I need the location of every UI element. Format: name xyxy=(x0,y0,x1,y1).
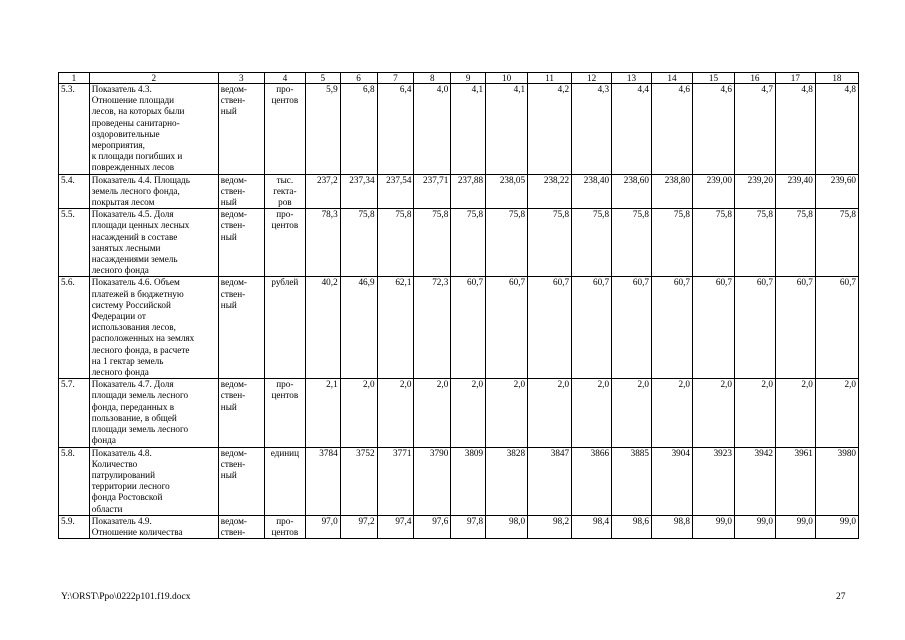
column-number: 16 xyxy=(734,73,775,84)
data-source xyxy=(218,447,264,515)
unit-line: центов xyxy=(271,526,299,537)
column-number: 11 xyxy=(528,73,572,84)
indicators-table xyxy=(58,72,859,539)
unit-line: центов xyxy=(271,390,299,401)
value-cell: 75,8 xyxy=(815,209,858,277)
indicator-name-line: фонда, переданных в xyxy=(91,401,175,412)
column-number: 8 xyxy=(414,73,451,84)
value-cell: 60,7 xyxy=(528,277,572,379)
value-cell: 2,0 xyxy=(612,379,652,447)
value-cell: 2,0 xyxy=(775,379,815,447)
value-cell: 3847 xyxy=(528,447,572,515)
data-source-line: ведом- xyxy=(220,277,247,288)
value-cell: 99,0 xyxy=(692,515,734,538)
value-cell: 3752 xyxy=(340,447,377,515)
value-cell: 75,8 xyxy=(414,209,451,277)
row-index: 5.8. xyxy=(59,447,90,515)
column-number: 1 xyxy=(59,73,90,84)
indicator-name-line: расположенных на землях xyxy=(91,333,195,344)
value-cell: 2,0 xyxy=(486,379,528,447)
value-cell: 60,7 xyxy=(815,277,858,379)
value-cell: 75,8 xyxy=(340,209,377,277)
unit-line: про- xyxy=(276,84,294,94)
value-cell: 238,40 xyxy=(572,174,612,209)
column-number: 14 xyxy=(651,73,692,84)
value-cell: 98,8 xyxy=(651,515,692,538)
data-source-line: ведом- xyxy=(220,174,247,185)
value-cell: 99,0 xyxy=(815,515,858,538)
indicator-name-line: Показатель 4.6. Объем xyxy=(91,277,180,288)
value-cell: 2,0 xyxy=(692,379,734,447)
value-cell: 4,2 xyxy=(528,84,572,175)
unit-of-measure xyxy=(264,515,305,538)
value-cell: 3904 xyxy=(651,447,692,515)
data-source-line: ствен- xyxy=(220,185,246,196)
column-number: 17 xyxy=(775,73,815,84)
value-cell: 98,0 xyxy=(486,515,528,538)
value-cell: 4,8 xyxy=(775,84,815,175)
data-source-line: ведом- xyxy=(220,379,247,390)
column-number: 9 xyxy=(451,73,486,84)
table-row xyxy=(59,174,859,209)
unit-line: ров xyxy=(278,197,292,208)
value-cell: 75,8 xyxy=(612,209,652,277)
data-source xyxy=(218,515,264,538)
indicator-name-line: насаждений в составе xyxy=(91,231,178,242)
unit-line: тыс. xyxy=(276,174,294,185)
value-cell: 2,0 xyxy=(377,379,414,447)
indicator-name-line: использования лесов, xyxy=(91,322,176,333)
value-cell: 97,0 xyxy=(305,515,340,538)
indicator-name-line: покрытая лесом xyxy=(91,197,155,208)
indicator-name-line: к площади погибших и xyxy=(91,151,183,162)
indicator-name-line: занятых лесными xyxy=(91,242,161,253)
data-source-line: ный xyxy=(220,231,237,242)
indicator-name-line: систему Российской xyxy=(91,299,171,310)
unit-of-measure xyxy=(264,84,305,175)
column-number: 4 xyxy=(264,73,305,84)
table-row xyxy=(59,209,859,277)
value-cell: 2,0 xyxy=(734,379,775,447)
value-cell: 2,0 xyxy=(815,379,858,447)
value-cell: 237,34 xyxy=(340,174,377,209)
value-cell: 75,8 xyxy=(528,209,572,277)
value-cell: 3771 xyxy=(377,447,414,515)
indicator-name xyxy=(89,277,218,379)
indicator-name xyxy=(89,379,218,447)
unit-of-measure xyxy=(264,447,305,515)
indicator-name-line: фонда Ростовской xyxy=(91,492,163,503)
value-cell: 75,8 xyxy=(775,209,815,277)
value-cell: 99,0 xyxy=(734,515,775,538)
data-source-line: ствен- xyxy=(220,220,246,231)
value-cell: 4,0 xyxy=(414,84,451,175)
indicator-name-line: лесов, на которых были xyxy=(91,106,185,117)
column-number-row xyxy=(59,73,859,84)
value-cell: 238,22 xyxy=(528,174,572,209)
indicator-name-line: площади ценных лесных xyxy=(91,220,190,231)
value-cell: 3790 xyxy=(414,447,451,515)
value-cell: 2,0 xyxy=(414,379,451,447)
value-cell: 239,20 xyxy=(734,174,775,209)
value-cell: 2,1 xyxy=(305,379,340,447)
data-source-line: ный xyxy=(220,106,237,117)
table-row xyxy=(59,447,859,515)
indicator-name-line: лесного фонда xyxy=(91,367,149,378)
value-cell: 4,1 xyxy=(451,84,486,175)
data-source-line: ведом- xyxy=(220,515,247,526)
value-cell: 78,3 xyxy=(305,209,340,277)
value-cell: 98,6 xyxy=(612,515,652,538)
data-source-line: ный xyxy=(220,469,237,480)
indicator-name-line: территории лесного xyxy=(91,481,170,492)
column-number: 13 xyxy=(612,73,652,84)
unit-line: про- xyxy=(276,209,294,220)
value-cell: 4,6 xyxy=(692,84,734,175)
value-cell: 4,7 xyxy=(734,84,775,175)
page-number: 27 xyxy=(836,592,846,602)
unit-line: гекта- xyxy=(273,185,297,196)
value-cell: 98,2 xyxy=(528,515,572,538)
indicator-name-line: Показатель 4.5. Доля xyxy=(91,209,174,220)
value-cell: 4,4 xyxy=(612,84,652,175)
unit-line: центов xyxy=(271,220,299,231)
data-source-line: ствен- xyxy=(220,390,246,401)
value-cell: 237,54 xyxy=(377,174,414,209)
value-cell: 5,9 xyxy=(305,84,340,175)
value-cell: 3961 xyxy=(775,447,815,515)
indicator-name-line: Показатель 4.9. xyxy=(91,515,152,526)
value-cell: 75,8 xyxy=(572,209,612,277)
value-cell: 60,7 xyxy=(572,277,612,379)
value-cell: 239,00 xyxy=(692,174,734,209)
value-cell: 97,4 xyxy=(377,515,414,538)
value-cell: 2,0 xyxy=(340,379,377,447)
indicator-name xyxy=(89,209,218,277)
value-cell: 3809 xyxy=(451,447,486,515)
value-cell: 72,3 xyxy=(414,277,451,379)
unit-line: про- xyxy=(276,515,294,526)
data-source-line: ствен- xyxy=(220,288,246,299)
column-number: 18 xyxy=(815,73,858,84)
value-cell: 2,0 xyxy=(572,379,612,447)
unit-of-measure xyxy=(264,277,305,379)
value-cell: 60,7 xyxy=(692,277,734,379)
indicator-name xyxy=(89,447,218,515)
column-number: 15 xyxy=(692,73,734,84)
row-index: 5.4. xyxy=(59,174,90,209)
value-cell: 2,0 xyxy=(451,379,486,447)
indicator-name-line: Показатель 4.3. xyxy=(91,84,152,94)
value-cell: 4,6 xyxy=(651,84,692,175)
value-cell: 237,2 xyxy=(305,174,340,209)
indicator-name-line: платежей в бюджетную xyxy=(91,288,184,299)
value-cell: 239,40 xyxy=(775,174,815,209)
indicator-name-line: площади земель лесного xyxy=(91,424,189,435)
indicator-name-line: Показатель 4.4. Площадь xyxy=(91,174,190,185)
value-cell: 2,0 xyxy=(528,379,572,447)
indicator-name-line: Отношение площади xyxy=(91,95,175,106)
indicator-name-line: пользование, в общей xyxy=(91,412,177,423)
unit-of-measure xyxy=(264,174,305,209)
data-source xyxy=(218,174,264,209)
value-cell: 97,6 xyxy=(414,515,451,538)
value-cell: 98,4 xyxy=(572,515,612,538)
value-cell: 238,80 xyxy=(651,174,692,209)
value-cell: 238,05 xyxy=(486,174,528,209)
value-cell: 239,60 xyxy=(815,174,858,209)
value-cell: 4,3 xyxy=(572,84,612,175)
unit-of-measure xyxy=(264,379,305,447)
data-source xyxy=(218,379,264,447)
row-index: 5.5. xyxy=(59,209,90,277)
data-source-line: ведом- xyxy=(220,84,247,94)
value-cell: 6,8 xyxy=(340,84,377,175)
value-cell: 237,71 xyxy=(414,174,451,209)
value-cell: 3923 xyxy=(692,447,734,515)
table-body xyxy=(59,73,859,539)
value-cell: 75,8 xyxy=(734,209,775,277)
value-cell: 60,7 xyxy=(734,277,775,379)
value-cell: 97,8 xyxy=(451,515,486,538)
value-cell: 3784 xyxy=(305,447,340,515)
unit-of-measure xyxy=(264,209,305,277)
unit-line: центов xyxy=(271,95,299,106)
indicator-name xyxy=(89,84,218,175)
indicator-name-line: Количество xyxy=(91,458,138,469)
table-row xyxy=(59,515,859,538)
value-cell: 40,2 xyxy=(305,277,340,379)
value-cell: 46,9 xyxy=(340,277,377,379)
value-cell: 60,7 xyxy=(612,277,652,379)
column-number: 12 xyxy=(572,73,612,84)
value-cell: 4,8 xyxy=(815,84,858,175)
table-row xyxy=(59,84,859,175)
data-source-line: ный xyxy=(220,401,237,412)
table-row xyxy=(59,379,859,447)
data-source xyxy=(218,84,264,175)
data-source xyxy=(218,277,264,379)
indicator-name-line: лесного фонда, в расчете xyxy=(91,344,190,355)
column-number: 5 xyxy=(305,73,340,84)
value-cell: 3885 xyxy=(612,447,652,515)
row-index: 5.9. xyxy=(59,515,90,538)
indicator-name-line: Показатель 4.8. xyxy=(91,447,152,458)
data-source-line: ный xyxy=(220,197,237,208)
data-source-line: ствен- xyxy=(220,458,246,469)
indicator-name-line: оздоровительные xyxy=(91,128,160,139)
table-row xyxy=(59,277,859,379)
indicator-name-line: Показатель 4.7. Доля xyxy=(91,379,174,390)
value-cell: 99,0 xyxy=(775,515,815,538)
indicator-name-line: лесного фонда xyxy=(91,265,149,276)
indicator-name-line: на 1 гектар земель xyxy=(91,355,164,366)
value-cell: 4,1 xyxy=(486,84,528,175)
row-index: 5.6. xyxy=(59,277,90,379)
file-path: Y:\ORST\Ppo\0222p101.f19.docx xyxy=(61,592,191,602)
indicator-name-line: мероприятия, xyxy=(91,140,145,151)
value-cell: 237,88 xyxy=(451,174,486,209)
value-cell: 75,8 xyxy=(451,209,486,277)
indicator-name-line: области xyxy=(91,503,123,514)
value-cell: 60,7 xyxy=(486,277,528,379)
row-index: 5.3. xyxy=(59,84,90,175)
value-cell: 3866 xyxy=(572,447,612,515)
data-source-line: ведом- xyxy=(220,447,247,458)
indicator-name-line: земель лесного фонда, xyxy=(91,185,180,196)
value-cell: 97,2 xyxy=(340,515,377,538)
value-cell: 3828 xyxy=(486,447,528,515)
data-source-line: ствен- xyxy=(220,526,246,537)
value-cell: 62,1 xyxy=(377,277,414,379)
column-number: 2 xyxy=(89,73,218,84)
data-source-line: ствен- xyxy=(220,95,246,106)
data-source-line: ведом- xyxy=(220,209,247,220)
indicator-name-line: патрулирований xyxy=(91,469,155,480)
unit-line: единиц xyxy=(270,447,300,458)
value-cell: 60,7 xyxy=(451,277,486,379)
value-cell: 3980 xyxy=(815,447,858,515)
unit-line: про- xyxy=(276,379,294,390)
indicator-name-line: поврежденных лесов xyxy=(91,162,175,173)
indicator-name xyxy=(89,515,218,538)
value-cell: 75,8 xyxy=(377,209,414,277)
row-index: 5.7. xyxy=(59,379,90,447)
value-cell: 75,8 xyxy=(486,209,528,277)
unit-line: рублей xyxy=(271,277,299,288)
value-cell: 6,4 xyxy=(377,84,414,175)
value-cell: 2,0 xyxy=(651,379,692,447)
indicator-name-line: проведены санитарно- xyxy=(91,117,180,128)
data-source xyxy=(218,209,264,277)
indicator-name xyxy=(89,174,218,209)
indicator-name-line: Отношение количества xyxy=(91,526,183,537)
value-cell: 75,8 xyxy=(692,209,734,277)
column-number: 10 xyxy=(486,73,528,84)
indicator-name-line: площади земель лесного xyxy=(91,390,189,401)
column-number: 6 xyxy=(340,73,377,84)
data-source-line: ный xyxy=(220,299,237,310)
value-cell: 3942 xyxy=(734,447,775,515)
column-number: 3 xyxy=(218,73,264,84)
indicator-name-line: фонда xyxy=(91,435,116,446)
value-cell: 75,8 xyxy=(651,209,692,277)
value-cell: 60,7 xyxy=(651,277,692,379)
indicator-name-line: насаждениями земель xyxy=(91,254,178,265)
column-number: 7 xyxy=(377,73,414,84)
value-cell: 60,7 xyxy=(775,277,815,379)
indicator-name-line: Федерации от xyxy=(91,311,146,322)
value-cell: 238,60 xyxy=(612,174,652,209)
